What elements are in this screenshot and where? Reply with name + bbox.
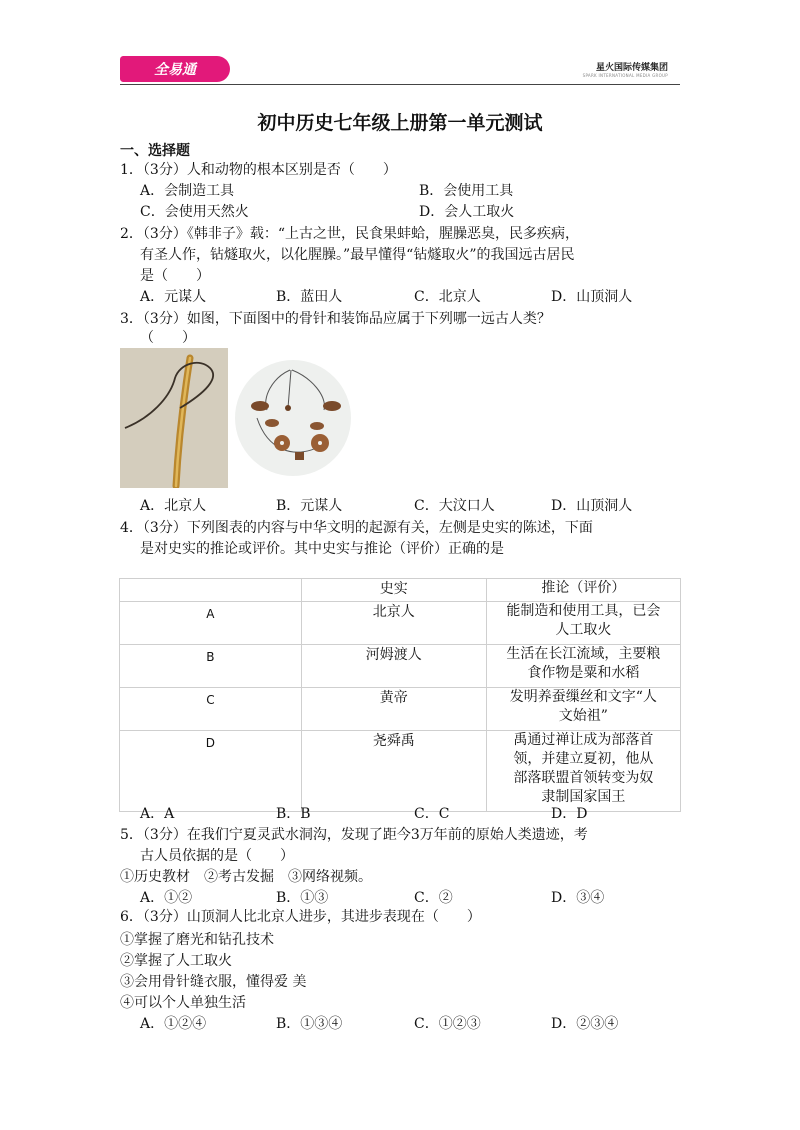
table-cell-key: D <box>120 731 302 812</box>
brand-logo-text: 全易通 <box>154 62 196 78</box>
comment-line: 能制造和使用工具，已会 <box>506 603 661 619</box>
question-2-line-2: 有圣人作，钻燧取火，以化腥臊。”最早懂得“钻燧取火”的我国远古居民 <box>140 247 575 263</box>
question-6-line-3: ②掌握了人工取火 <box>120 953 232 969</box>
comment-line: 领，并建立夏初，他从 <box>513 751 654 767</box>
q3-option-b: B．元谋人 <box>276 498 343 514</box>
history-table <box>119 578 681 812</box>
question-5-line-1: 5．（3分）在我们宁夏灵武水洞沟，发现了距今3万年前的原始人类遗迹，考 <box>120 827 588 843</box>
q6-option-b: B．①③④ <box>276 1016 343 1032</box>
question-6-line-5: ④可以个人单独生活 <box>120 995 246 1011</box>
ornament-image <box>232 348 354 488</box>
q6-option-d: D．②③④ <box>551 1016 619 1032</box>
q2-option-c: C．北京人 <box>414 289 481 305</box>
q1-option-d: D．会人工取火 <box>419 204 515 220</box>
question-4-line-2: 是对史实的推论或评价。其中史实与推论（评价）正确的是 <box>140 541 504 557</box>
comment-line: 食作物是粟和水稻 <box>527 665 640 681</box>
question-1-line-1: 1．（3分）人和动物的根本区别是否（ ） <box>120 162 397 178</box>
table-cell-fact: 河姆渡人 <box>301 645 486 688</box>
question-6-line-1: 6．（3分）山顶洞人比北京人进步，其进步表现在（ ） <box>120 909 481 925</box>
table-header-row <box>120 579 681 602</box>
table-row <box>120 688 681 731</box>
table-cell-comment <box>486 688 680 731</box>
question-4-line-1: 4．（3分）下列图表的内容与中华文明的起源有关，左侧是史实的陈述，下面 <box>120 520 593 536</box>
question-5-line-3: ①历史教材 ②考古发掘 ③网络视频。 <box>120 869 372 885</box>
comment-line: 生活在长江流域，主要粮 <box>506 646 661 662</box>
comment-line: 部落联盟首领转变为奴 <box>513 770 654 786</box>
table-cell-comment <box>486 645 680 688</box>
publisher-subtitle: SPARK INTERNATIONAL MEDIA GROUP <box>582 73 668 78</box>
table-row <box>120 731 681 812</box>
question-2-line-3: 是（ ） <box>140 268 210 284</box>
question-6-line-2: ①掌握了磨光和钻孔技术 <box>120 932 274 948</box>
q3-option-c: C．大汶口人 <box>414 498 495 514</box>
q2-option-d: D．山顶洞人 <box>551 289 633 305</box>
table-cell-key: C <box>120 688 302 731</box>
table-cell-comment <box>486 602 680 645</box>
question-6-line-4: ③会用骨针缝衣服，懂得爱 美 <box>120 974 307 990</box>
section-heading: 一、选择题 <box>120 143 190 159</box>
bone-needle-image <box>120 348 228 488</box>
header-divider <box>120 84 680 85</box>
comment-line: 人工取火 <box>555 622 612 638</box>
question-3-line-1: 3．（3分）如图，下面图中的骨针和装饰品应属于下列哪一远古人类？ <box>120 311 551 327</box>
table-row <box>120 645 681 688</box>
comment-line: 隶制国家国王 <box>541 789 626 805</box>
bone-needle-icon <box>120 348 228 488</box>
comment-line: 文始祖” <box>558 708 608 724</box>
q4-option-d: D．D <box>551 806 588 822</box>
q3-option-a: A．北京人 <box>140 498 207 514</box>
table-header-cell <box>120 579 302 602</box>
table-cell-key: A <box>120 602 302 645</box>
q2-option-a: A．元谋人 <box>140 289 207 305</box>
q6-option-a: A．①②④ <box>140 1016 207 1032</box>
q1-option-a: A．会制造工具 <box>140 183 235 199</box>
table-cell-fact: 尧舜禹 <box>301 731 486 812</box>
q6-option-c: C．①②③ <box>414 1016 481 1032</box>
q4-option-c: C．C <box>414 806 450 822</box>
publisher-name: 星火国际传媒集团 <box>595 63 668 73</box>
table-header-cell: 推论（评价） <box>486 579 680 602</box>
question-2-line-1: 2．（3分）《韩非子》载：“上古之世，民食果蚌蛤，腥臊恶臭，民多疾病， <box>120 226 579 242</box>
q5-option-b: B．①③ <box>276 890 329 906</box>
q1-option-c: C．会使用天然火 <box>140 204 249 220</box>
q5-option-d: D．③④ <box>551 890 605 906</box>
necklace-ornament-icon <box>232 348 354 488</box>
question-3-line-2: （ ） <box>140 330 196 346</box>
table-cell-key: B <box>120 645 302 688</box>
table-row <box>120 602 681 645</box>
table-header-cell: 史实 <box>301 579 486 602</box>
table-cell-fact: 北京人 <box>301 602 486 645</box>
q3-option-d: D．山顶洞人 <box>551 498 633 514</box>
q5-option-a: A．①② <box>140 890 193 906</box>
q5-option-c: C．② <box>414 890 453 906</box>
comment-line: 禹通过禅让成为部落首 <box>513 732 654 748</box>
question-5-line-2: 古人员依据的是（ ） <box>140 848 294 864</box>
q2-option-b: B．蓝田人 <box>276 289 343 305</box>
page-title: 初中历史七年级上册第一单元测试 <box>257 112 543 134</box>
brand-logo <box>120 56 230 82</box>
table-cell-comment <box>486 731 680 812</box>
table-cell-fact: 黄帝 <box>301 688 486 731</box>
q4-option-a: A．A <box>140 806 175 822</box>
comment-line: 发明养蚕缫丝和文字“人 <box>509 689 657 705</box>
q1-option-b: B．会使用工具 <box>419 183 514 199</box>
q4-option-b: B．B <box>276 806 311 822</box>
